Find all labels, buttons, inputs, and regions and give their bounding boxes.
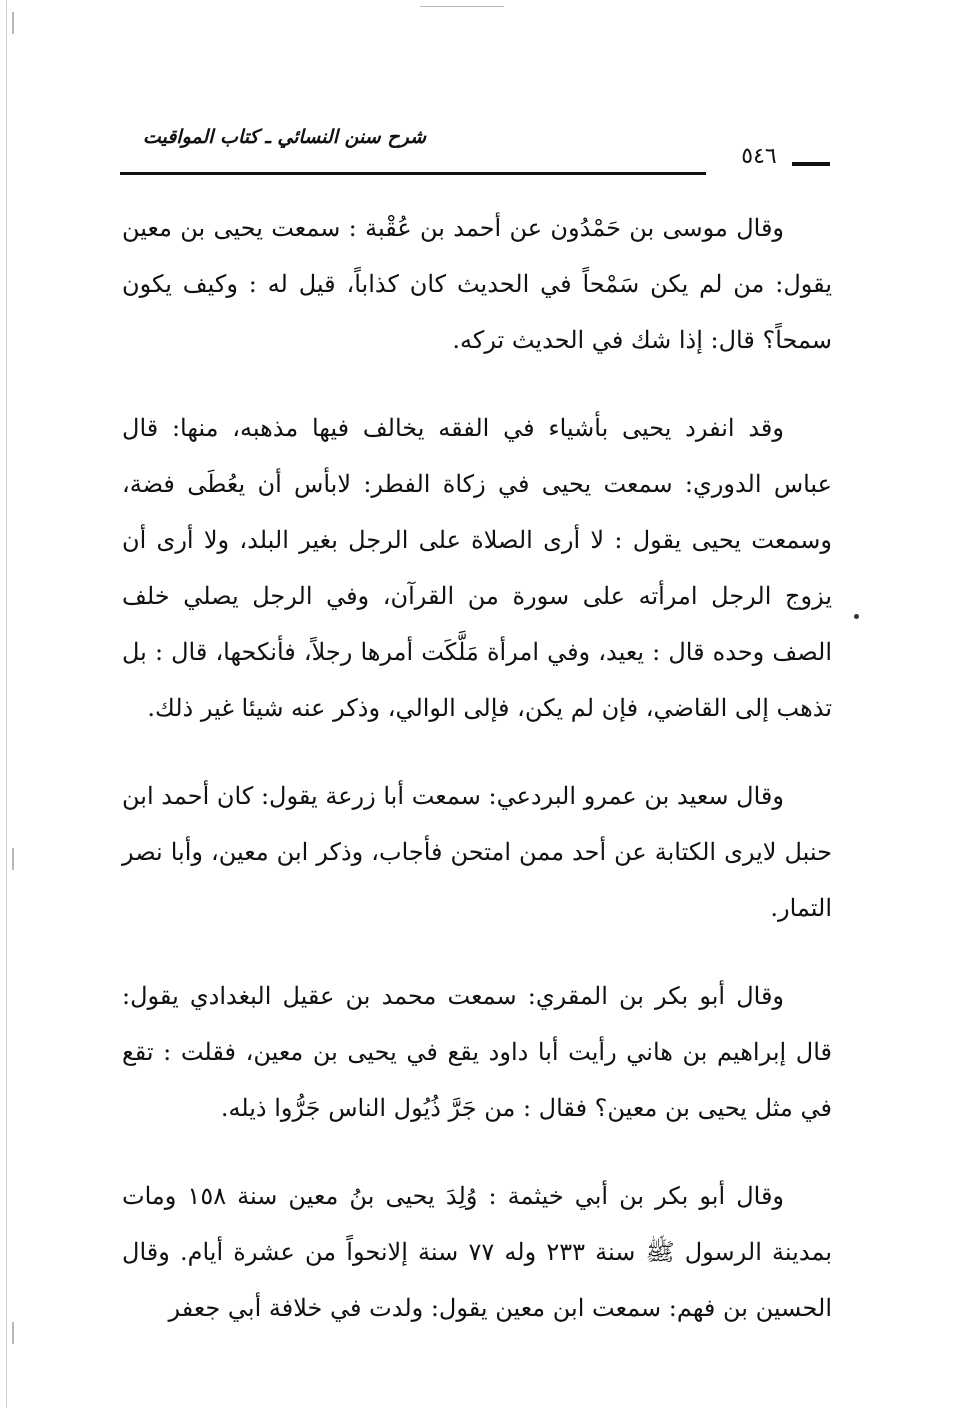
page-header <box>120 118 830 188</box>
margin-dot <box>854 614 859 619</box>
left-scan-edge <box>6 0 7 1408</box>
left-scan-mark <box>12 1322 14 1344</box>
header-rule <box>120 172 706 175</box>
paragraph: وقال أبو بكر بن المقري: سمعت محمد بن عقيل البغدادي يقول: قال إبراهيم بن هاني رأيت أبا داود يقع في يحيى بن معين، فقلت : تقع في مثل يحيى بن معين؟ فقال : من جَرَّ ذُيُول الناس جَرُّوا ذيله. <box>122 982 832 1122</box>
paragraph: وقال موسى بن حَمْدُون عن أحمد بن عُقْبة : سمعت يحيى بن معين يقول: من لم يكن سَمْحاً في الحديث كان كذاباً، قيل له : وكيف يكون سمحاً؟ قال: إذا شك في الحديث تركه. <box>122 214 832 354</box>
page-number-dash <box>792 162 830 166</box>
left-scan-mark <box>12 848 14 870</box>
left-scan-mark <box>12 12 14 34</box>
paragraph: وقال أبو بكر بن أبي خيثمة : وُلِدَ يحيى بنُ معين سنة ١٥٨ ومات بمدينة الرسول ﷺ سنة ٢٣٣ وله ٧٧ سنة إلانحواً من عشرة أيام. وقال الحسين بن فهم: سمعت ابن معين يقول: ولدت في خلافة أبي جعفر <box>122 1182 833 1322</box>
paragraph: وقال سعيد بن عمرو البردعي: سمعت أبا زرعة يقول: كان أحمد ابن حنبل لايرى الكتابة عن أحد ممن امتحن فأجاب، وذكر ابن معين، وأبا نصر التمار. <box>122 782 832 922</box>
running-title: شرح سنن النسائي ـ كتاب المواقيت <box>142 126 426 148</box>
paragraph: وقد انفرد يحيى بأشياء في الفقه يخالف فيها مذهبه، منها: قال عباس الدوري: سمعت يحيى في زكاة الفطر: لابأس أن يعُطَى فضة، وسمعت يحيى يقول : لا أرى الصلاة على الرجل بغير البلد، ولا أرى أن يزوج الرجل امرأته على سورة من القرآن، وفي الرجل يصلي خلف الصف وحده قال : يعيد، وفي امرأة مَلَّكَت أمرها رجلاً، فأنكحها، قال : بل تذهب إلى القاضي، فإن لم يكن، فإلى الوالي، وذكر عنه شيئا غير ذلك. <box>122 414 833 722</box>
page-number: ٥٤٦ <box>741 144 777 169</box>
page-body <box>122 200 832 1368</box>
top-scan-rule <box>420 6 504 7</box>
